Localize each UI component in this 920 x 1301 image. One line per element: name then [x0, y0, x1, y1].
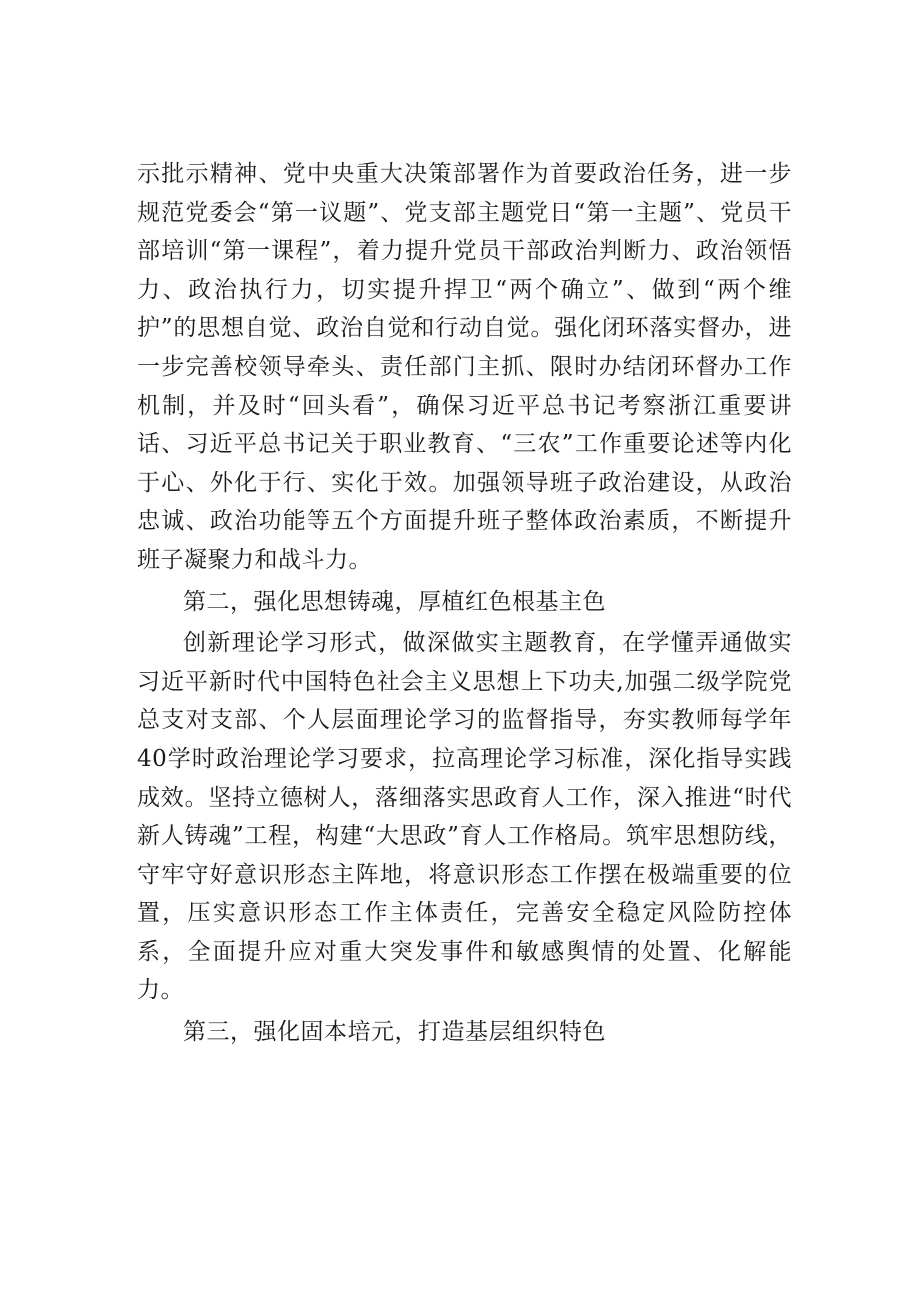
- document-body: [137, 155, 792, 1052]
- section-heading-third: 第三，强化固本培元，打造基层组织特色: [183, 1019, 606, 1046]
- body-paragraph-second-section: 创新理论学习形式，做深做实主题教育，在学懂弄通做实习近平新时代中国特色社会主义思想上下功夫,加强二级学院党总支对支部、个人层面理论学习的监督指导，夯实教师每学年40学时政治理论学习要求，拉高理论学习标准，深化指导实践成效。坚持立德树人，落细落实思政育人工作，深入推进“时代新人铸魂”工程，构建“大思政”育人工作格局。筑牢思想防线，守牢守好意识形态主阵地，将意识形态工作摆在极端重要的位置，压实意识形态工作主体责任，完善安全稳定风险防控体系，全面提升应对重大突发事件和敏感舆情的处置、化解能力。: [137, 630, 792, 1004]
- body-paragraph-continued: 示批示精神、党中央重大决策部署作为首要政治任务，进一步规范党委会“第一议题”、党支部主题党日“第一主题”、党员干部培训“第一课程”，着力提升党员干部政治判断力、政治领悟力、政治执行力，切实提升捍卫“两个确立”、做到“两个维护”的思想自觉、政治自觉和行动自觉。强化闭环落实督办，进一步完善校领导牵头、责任部门主抓、限时办结闭环督办工作机制，并及时“回头看”，确保习近平总书记考察浙江重要讲话、习近平总书记关于职业教育、“三农”工作重要论述等内化于心、外化于行、实化于效。加强领导班子政治建设，从政治忠诚、政治功能等五个方面提升班子整体政治素质，不断提升班子凝聚力和战斗力。: [137, 161, 792, 573]
- section-heading-second: 第二，强化思想铸魂，厚植红色根基主色: [183, 588, 606, 615]
